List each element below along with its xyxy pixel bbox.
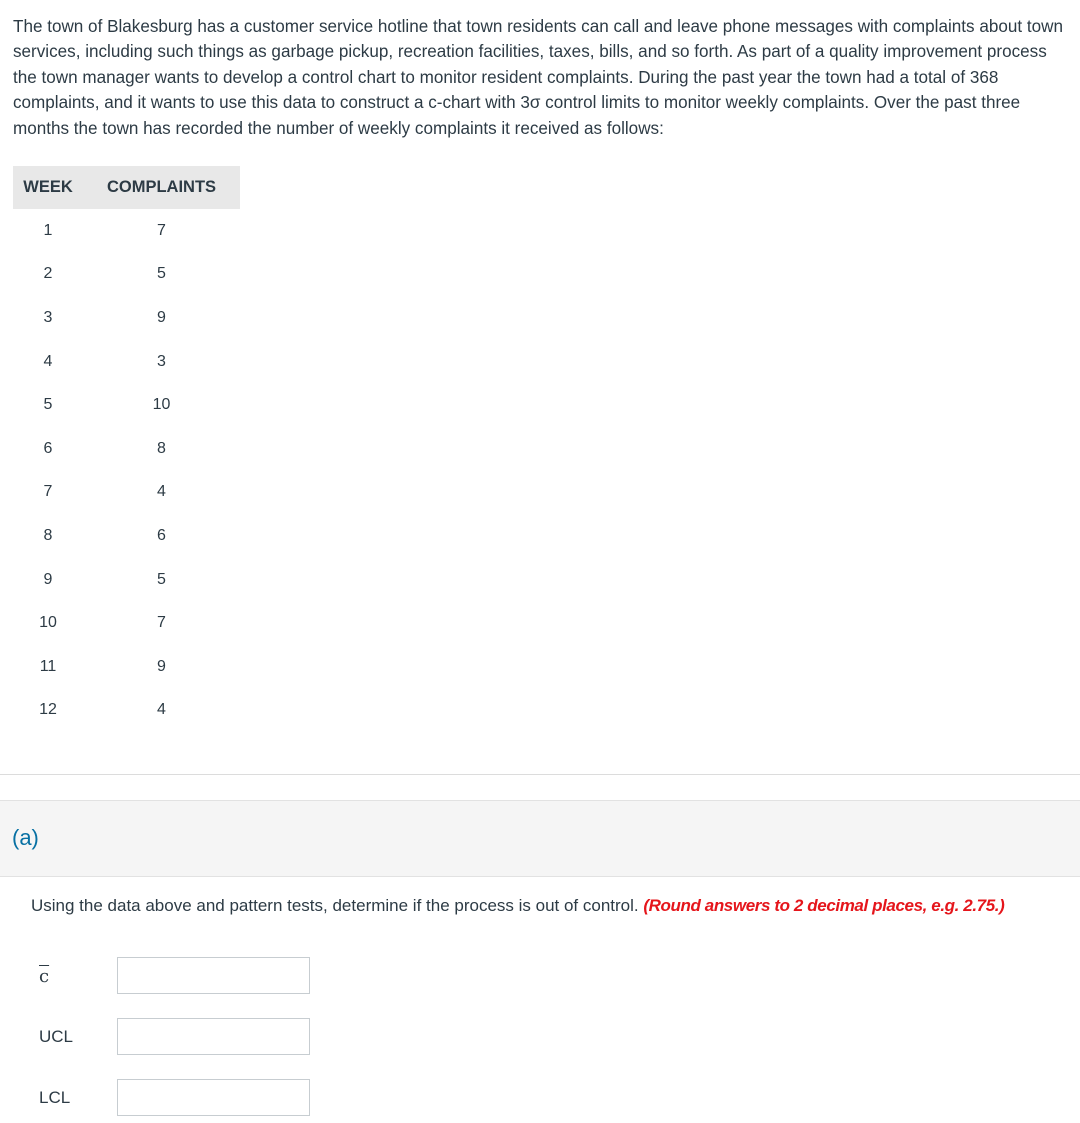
cbar-symbol: $\overline{c}$ <box>39 966 50 987</box>
table-row <box>13 383 240 427</box>
table-row <box>13 558 240 602</box>
week-cell: 8 <box>43 526 53 544</box>
instructions-text: Using the data above and pattern tests, determine if the process is out of control. <box>31 896 639 915</box>
cbar-input[interactable] <box>117 957 310 994</box>
week-cell: 6 <box>43 439 53 457</box>
table-row <box>13 601 240 645</box>
complaints-cell: 4 <box>157 701 166 719</box>
section-divider <box>0 774 1080 775</box>
part-a-header <box>0 800 1080 877</box>
rounding-hint: (Round answers to 2 decimal places, e.g. 2.75.) <box>643 896 1005 915</box>
complaints-cell: 4 <box>157 483 166 501</box>
part-a-instructions <box>31 896 1004 916</box>
complaints-cell: 5 <box>157 570 166 588</box>
lcl-input[interactable] <box>117 1079 310 1116</box>
ucl-label: UCL <box>39 1027 74 1046</box>
table-row <box>13 209 240 253</box>
lcl-label: LCL <box>39 1088 71 1107</box>
week-cell: 11 <box>39 657 57 675</box>
complaints-cell: 5 <box>157 265 166 283</box>
week-cell: 3 <box>43 308 53 326</box>
week-cell: 10 <box>39 614 57 632</box>
table-row <box>13 340 240 384</box>
week-cell: 7 <box>43 483 53 501</box>
table-row <box>13 645 240 689</box>
week-cell: 1 <box>43 221 53 239</box>
week-column-header: WEEK <box>13 166 83 209</box>
week-cell: 2 <box>43 265 53 283</box>
table-row <box>13 253 240 297</box>
ucl-input[interactable] <box>117 1018 310 1055</box>
cbar-label <box>39 966 49 987</box>
part-a-label: (a) <box>12 825 39 850</box>
complaints-cell: 9 <box>157 657 166 675</box>
complaints-cell: 7 <box>157 614 166 632</box>
table-row <box>13 296 240 340</box>
problem-statement: The town of Blakesburg has a customer service hotline that town residents can call and leave phone messages with complaints about town services, including such things as garbage pickup, recreation facilities, taxes, bills, and so forth. As part of a quality improvement process the town manager wants to develop a control chart to monitor resident complaints. During the past year the town had a total of 368 complaints, and it wants to use this data to construct a c-chart with 3σ control limits to monitor weekly complaints. Over the past three months the town has recorded the number of weekly complaints it received as follows: <box>13 17 1063 138</box>
complaints-cell: 8 <box>157 439 166 457</box>
table-row <box>13 471 240 515</box>
week-cell: 4 <box>43 352 53 370</box>
complaints-table <box>13 166 240 732</box>
complaints-column-header: COMPLAINTS <box>83 166 240 209</box>
week-cell: 9 <box>43 570 53 588</box>
table-row <box>13 689 240 733</box>
table-row <box>13 427 240 471</box>
table-header-row <box>13 166 240 209</box>
week-cell: 5 <box>43 396 53 414</box>
week-cell: 12 <box>39 701 57 719</box>
table-row <box>13 514 240 558</box>
complaints-cell: 3 <box>157 352 166 370</box>
complaints-cell: 7 <box>157 221 166 239</box>
complaints-cell: 10 <box>152 396 171 414</box>
complaints-cell: 9 <box>157 308 166 326</box>
complaints-cell: 6 <box>157 526 166 544</box>
